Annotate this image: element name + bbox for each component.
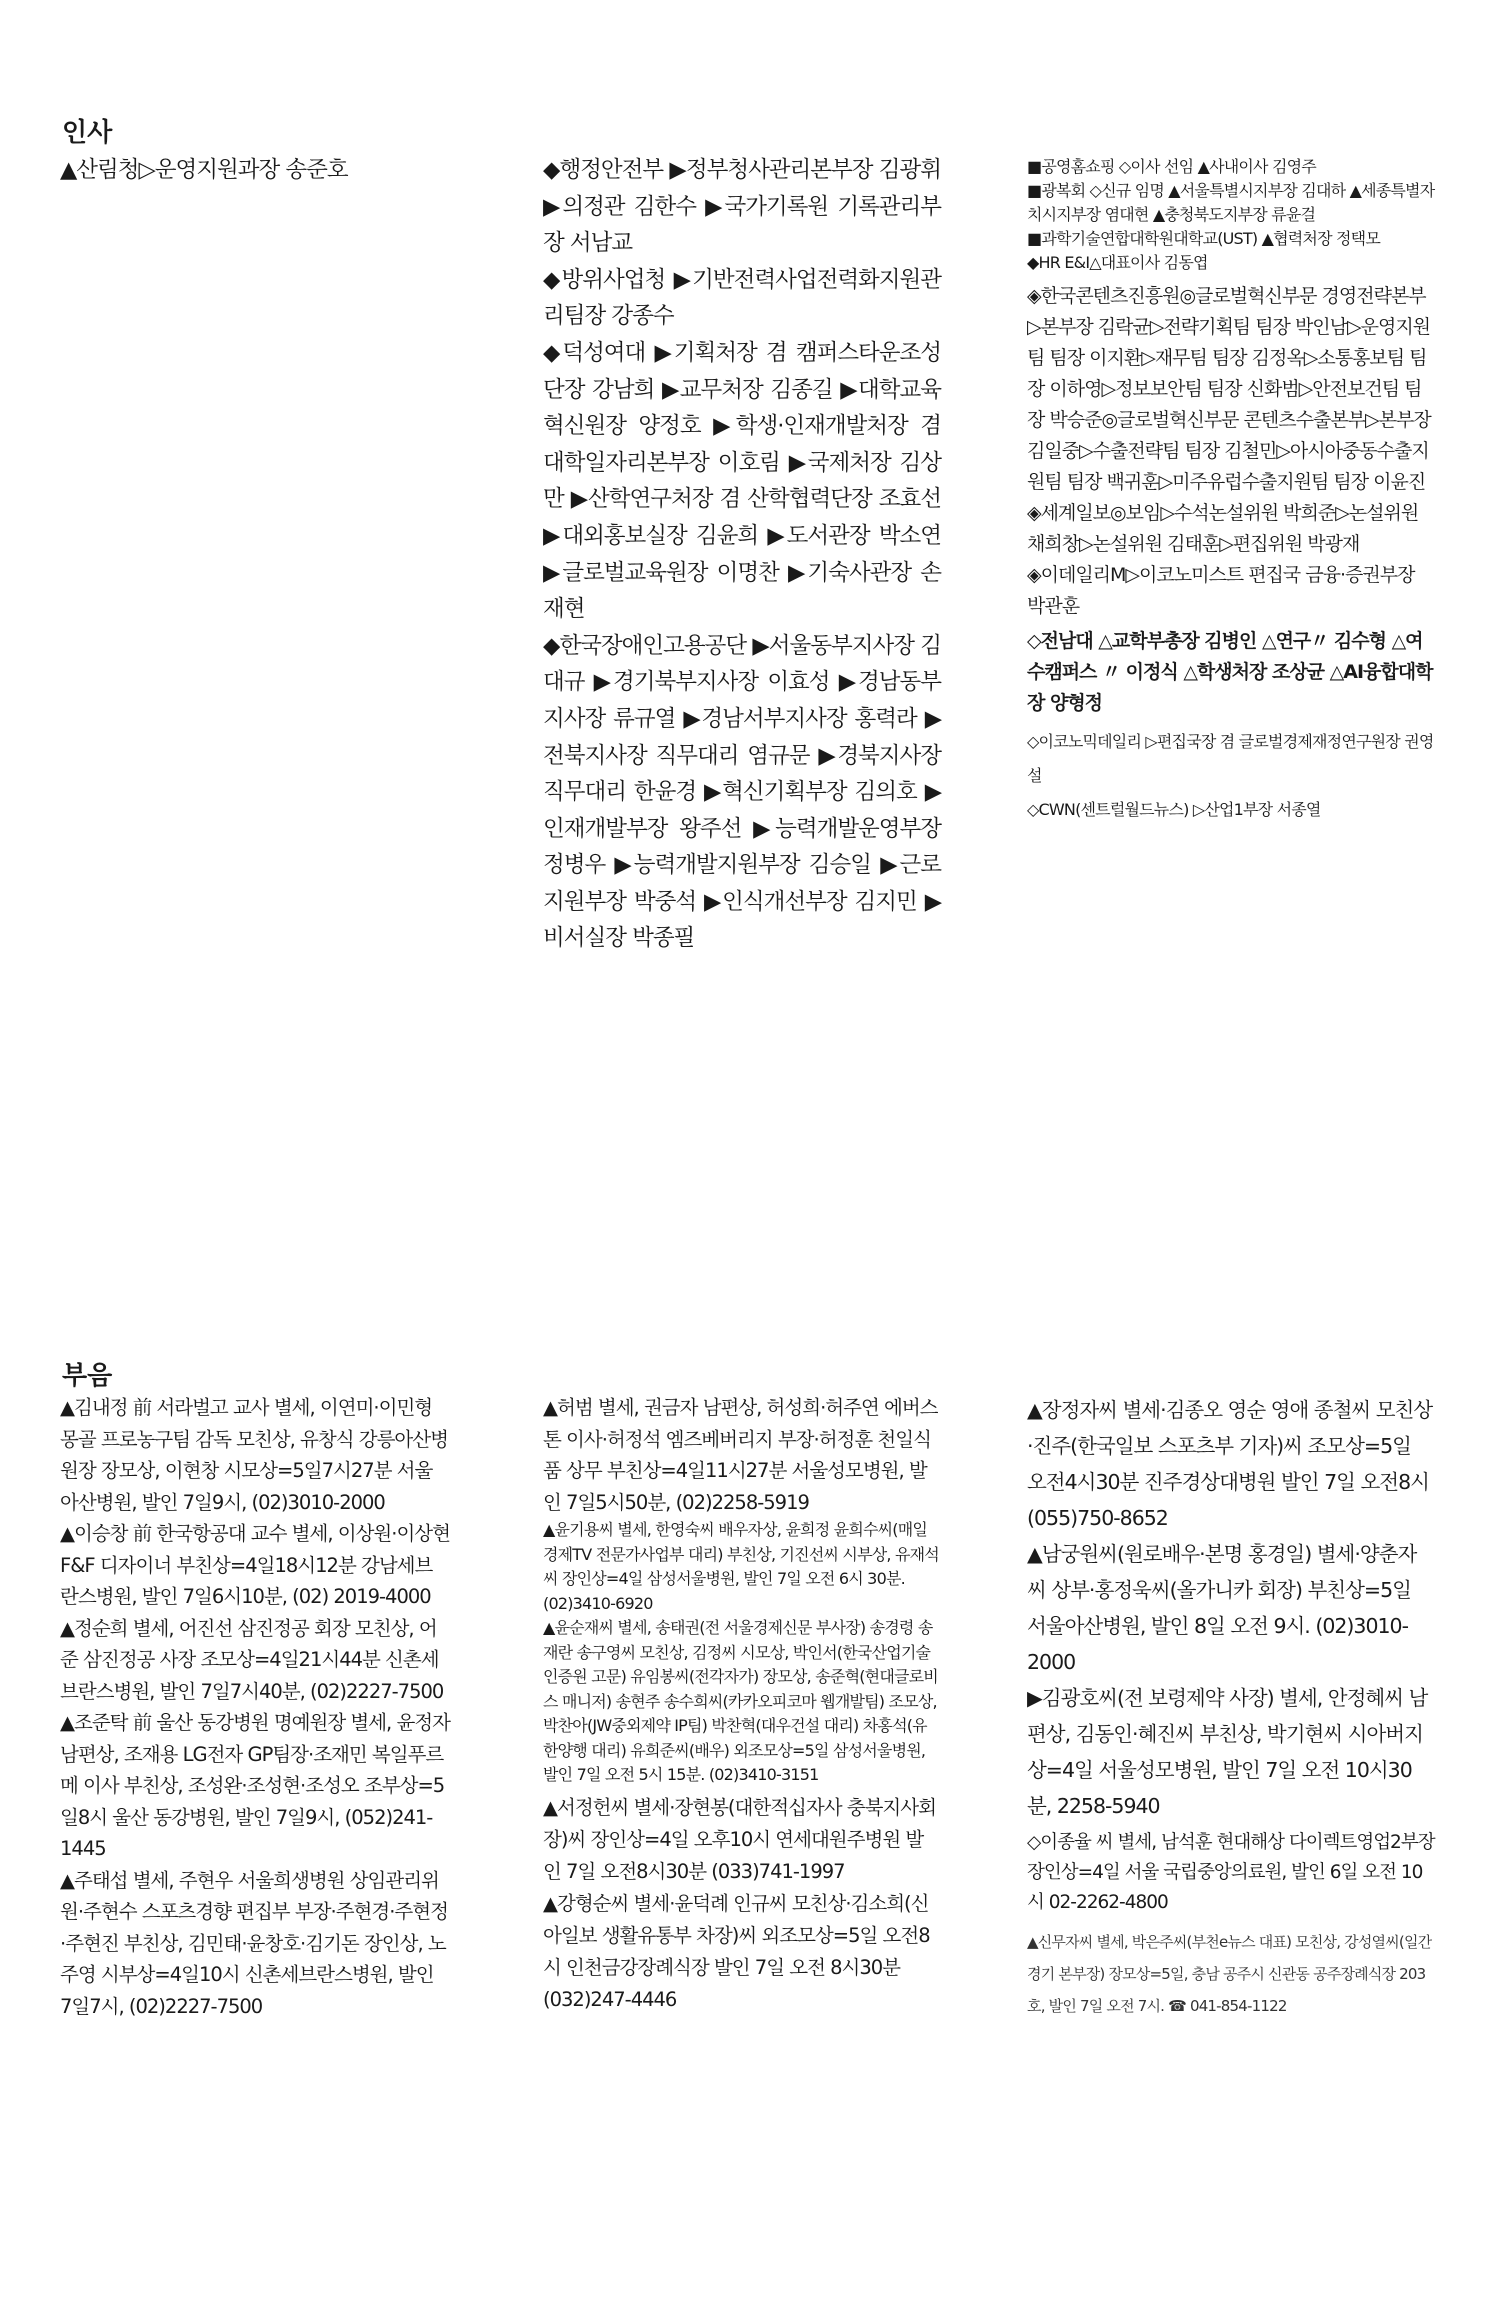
insa-item: ◇CWN(센트럴월드뉴스) ▷산업1부장 서종열 (1027, 800, 1321, 819)
obituary-block-a (543, 1392, 941, 1518)
insa-item: ◆HR E&I△대표이사 김동엽 (1027, 253, 1208, 272)
obituary-block-b (543, 1518, 941, 1788)
obituary-block-b (1027, 1828, 1435, 1918)
insa-item: ◈세계일보◎보임▷수석논설위원 박희준▷논설위원 채희창▷논설위원 김태훈▷편집위원 박광재 (1027, 502, 1419, 555)
obituary-item: ▲주태섭 별세, 주현우 서울희생병원 상임관리위원·주현수 스포츠경향 편집부 부장·주현경·주현정·주현진 부친상, 김민태·윤창호·김기돈 장인상, 노주영 시부상=4일10시 신촌세브란스병원, 발인 7일7시, (02)2227-7500 (60, 1868, 448, 2018)
obituary-item: ▲남궁원씨(원로배우·본명 홍경일) 별세·양춘자씨 상부·홍정욱씨(올가니카 회장) 부친상=5일 서울아산병원, 발인 8일 오전 9시. (02)3010-2000 (1027, 1542, 1417, 1674)
insa-small-block (1027, 155, 1435, 275)
insa-item: ■과학기술연합대학원대학교(UST) ▲협력처장 정택모 (1027, 229, 1380, 248)
insa-chonnam-block (1027, 626, 1435, 719)
obituary-block-c (1027, 1926, 1435, 2022)
obituary-block-c (543, 1792, 941, 2016)
obituary-block-a (1027, 1392, 1435, 1824)
obituary-item: ▲신무자씨 별세, 박은주씨(부천e뉴스 대표) 모친상, 강성열씨(일간경기 본부장) 장모상=5일, 충남 공주시 신관동 공주장례식장 203호, 발인 7일 오전 7시. ☎ 041-854-1122 (1027, 1933, 1432, 2015)
bueum-column-1 (60, 1392, 450, 2022)
insa-column-3 (1027, 155, 1435, 827)
obituary-item: ▲허범 별세, 권금자 남편상, 허성희·허주연 에버스톤 이사·허정석 엠즈베버리지 부장·허정훈 천일식품 상무 부친상=4일11시27분 서울성모병원, 발인 7일5시50분, (02)2258-5919 (543, 1396, 938, 1514)
insa-item: ◈한국콘텐츠진흥원◎글로벌혁신부문 경영전략본부▷본부장 김락균▷전략기획팀 팀장 박인남▷운영지원팀 팀장 이지환▷재무팀 팀장 김정옥▷소통홍보팀 팀장 이하영▷정보보안팀 팀장 신화범▷안전보건팀 팀장 박승준◎글로벌혁신부문 콘텐츠수출본부▷본부장 김일중▷수출전략팀 팀장 김철민▷아시아중동수출지원팀 팀장 백귀훈▷미주유럽수출지원팀 팀장 이윤진 (1027, 285, 1431, 493)
section-title-bueum: 부음 (62, 1361, 113, 1391)
obituary-item: ▶김광호씨(전 보령제약 사장) 별세, 안정혜씨 남편상, 김동인·혜진씨 부친상, 박기현씨 시아버지상=4일 서울성모병원, 발인 7일 오전 10시30분, 2258-5940 (1027, 1686, 1428, 1818)
insa-item: ◆한국장애인고용공단 ▶서울동부지사장 김대규 ▶경기북부지사장 이효성 ▶경남동부지사장 류규열 ▶경남서부지사장 홍력라 ▶전북지사장 직무대리 염규문 ▶경북지사장 직무대리 한윤경 ▶혁신기획부장 김의호 ▶인재개발부장 왕주선 ▶능력개발운영부장 정병우 ▶능력개발지원부장 김승일 ▶근로지원부장 박중석 ▶인식개선부장 김지민 ▶비서실장 박종필 (543, 632, 941, 952)
obituary-item: ▲김내정 前 서라벌고 교사 별세, 이연미·이민형 몽골 프로농구팀 감독 모친상, 유창식 강릉아산병원장 장모상, 이현창 시모상=5일7시27분 서울아산병원, 발인 7일9시, (02)3010-2000 (60, 1396, 448, 1514)
obituary-item: ◇이종율 씨 별세, 남석훈 현대해상 다이렉트영업2부장 장인상=4일 서울 국립중앙의료원, 발인 6일 오전 10시 02-2262-4800 (1027, 1832, 1435, 1913)
insa-mid-block (1027, 281, 1435, 622)
insa-item: ▲산림청▷운영지원과장 송준호 (60, 157, 348, 183)
insa-column-1 (60, 152, 450, 189)
obituary-item: ▲정순희 별세, 어진선 삼진정공 회장 모친상, 어준 삼진정공 사장 조모상=4일21시44분 신촌세브란스병원, 발인 7일7시40분, (02)2227-7500 (60, 1616, 444, 1703)
insa-column-2 (543, 152, 941, 957)
insa-item: ◆덕성여대 ▶기획처장 겸 캠퍼스타운조성단장 강남희 ▶교무처장 김종길 ▶대학교육혁신원장 양정호 ▶학생·인재개발처장 겸 대학일자리본부장 이호림 ▶국제처장 김상만 ▶산학연구처장 겸 산학협력단장 조효선 ▶대외홍보실장 김윤희 ▶도서관장 박소연 ▶글로벌교육원장 이명찬 ▶기숙사관장 손재현 (543, 339, 941, 623)
obituary-item: ▲강형순씨 별세·윤덕례 인규씨 모친상·김소희(신아일보 생활유통부 차장)씨 외조모상=5일 오전8시 인천금강장례식장 발인 7일 오전 8시30분 (032)247-4446 (543, 1891, 930, 2011)
insa-item: ◆방위사업청 ▶기반전력사업전력화지원관리팀장 강종수 (543, 266, 941, 330)
obituary-item: ▲윤기용씨 별세, 한영숙씨 배우자상, 윤희정 윤희수씨(매일경제TV 전문가사업부 대리) 부친상, 기진선씨 시부상, 유재석씨 장인상=4일 삼성서울병원, 발인 7일 오전 6시 30분. (02)3410-6920 (543, 1520, 939, 1613)
obituary-item: ▲장정자씨 별세·김종오 영순 영애 종철씨 모친상·진주(한국일보 스포츠부 기자)씨 조모상=5일 오전4시30분 진주경상대병원 발인 7일 오전8시 (055)750-8652 (1027, 1398, 1433, 1530)
obituary-item: ▲조준탁 前 울산 동강병원 명예원장 별세, 윤정자 남편상, 조재용 LG전자 GP팀장·조재민 복일푸르메 이사 부친상, 조성완·조성현·조성오 조부상=5일8시 울산 동강병원, 발인 7일9시, (052)241-1445 (60, 1711, 450, 1860)
insa-item: ■공영홈쇼핑 ◇이사 선임 ▲사내이사 김영주 (1027, 157, 1316, 176)
bueum-column-2 (543, 1392, 941, 2016)
insa-item: ◆행정안전부 ▶정부청사관리본부장 김광휘 ▶의정관 김한수 ▶국가기록원 기록관리부장 서남교 (543, 157, 941, 257)
insa-item: ◈이데일리M▷이코노미스트 편집국 금융·증권부장 박관훈 (1027, 564, 1415, 617)
insa-item: ◇이코노믹데일리 ▷편집국장 겸 글로벌경제재정연구원장 권영설 (1027, 732, 1434, 785)
bueum-column-3 (1027, 1392, 1435, 2022)
obituary-item: ▲윤순재씨 별세, 송태권(전 서울경제신문 부사장) 송경령 송재란 송구영씨 모친상, 김정씨 시모상, 박인서(한국산업기술인증원 고문) 유임봉씨(전각자가) 장모상, 송준혁(현대글로비스 매니저) 송현주 송수희씨(카카오피코마 웹개발팀) 조모상, 박찬아(JW중외제약 IP팀) 박찬혁(대우건설 대리) 차홍석(유한양행 대리) 유희준씨(배우) 외조모상=5일 삼성서울병원, 발인 7일 오전 5시 15분. (02)3410-3151 (543, 1618, 938, 1784)
insa-tail-block (1027, 725, 1435, 827)
obituary-item: ▲서정헌씨 별세·장현봉(대한적십자사 충북지사회장)씨 장인상=4일 오후10시 연세대원주병원 발인 7일 오전8시30분 (033)741-1997 (543, 1795, 936, 1883)
insa-item: ◇전남대 △교학부총장 김병인 △연구〃 김수형 △여수캠퍼스 〃 이정식 △학생처장 조상균 △AI융합대학장 양형정 (1027, 630, 1433, 714)
obituary-item: ▲이승창 前 한국항공대 교수 별세, 이상원·이상현 F&F 디자이너 부친상=4일18시12분 강남세브란스병원, 발인 7일6시10분, (02) 2019-4000 (60, 1522, 450, 1608)
insa-item: ■광복회 ◇신규 임명 ▲서울특별시지부장 김대하 ▲세종특별자치시지부장 염대현 ▲충청북도지부장 류윤걸 (1027, 181, 1435, 224)
section-title-insa: 인사 (62, 118, 113, 148)
